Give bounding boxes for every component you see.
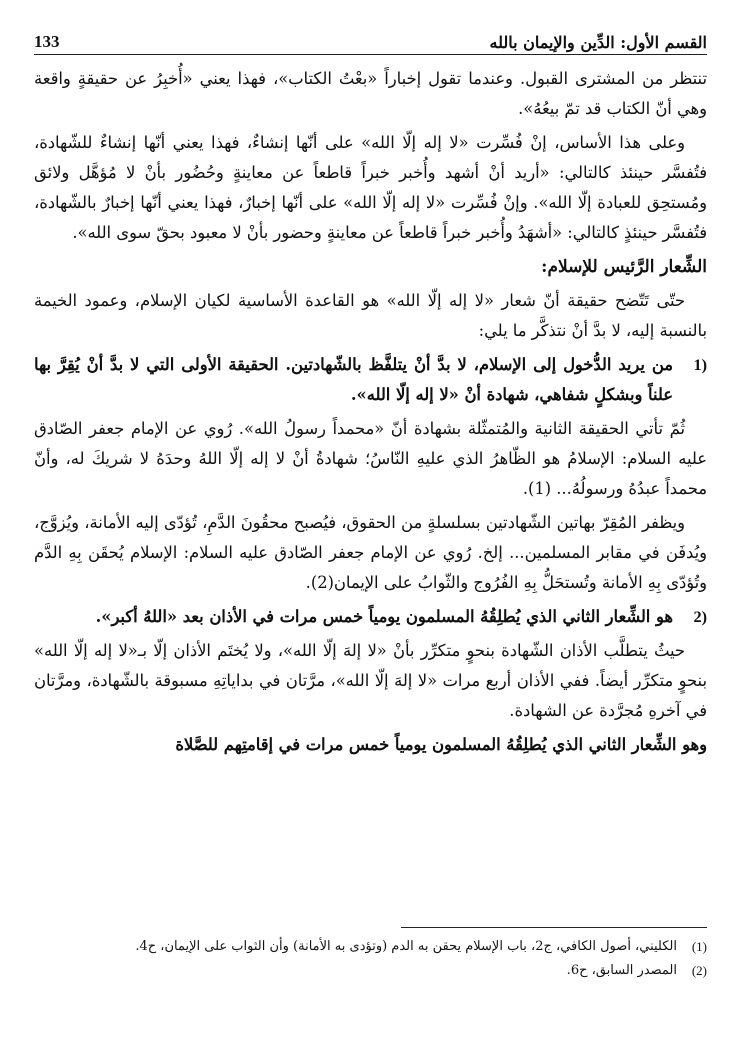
item-text: هو الشِّعار الثاني الذي يُطلِقُهُ المسلمون يومياً خمس مرات في الأذان بعد «اللهُ أكبر». — [95, 607, 673, 626]
numbered-item-1 — [34, 350, 707, 410]
numbered-item-2 — [34, 602, 707, 632]
paragraph: تنتظر من المشترى القبول. وعندما تقول إخباراً «بعْتُ الكتاب»، فهذا يعني «أُخبِرُ عن حقيقةٍ واقعة وهي أنّ الكتاب قد تمّ بيعُهُ». — [34, 69, 707, 118]
footnote-text: المصدر السابق، ح6. — [566, 963, 677, 978]
footnotes — [34, 935, 707, 983]
page-header — [34, 24, 707, 55]
item-number: (1 — [693, 355, 707, 374]
paragraph: وعلى هذا الأساس، إنْ فُسِّرت «لا إله إلّا الله» على أنّها إنشاءٌ، فهذا يعني أنّها إنشاءٌ للشّهادة، فتُفسَّر حينئذ كالتالي: «أريد أنْ أشهد وأُخبر خبراً قاطعاً عن معاينةٍ وحُضُور بأنْ لا مُؤهَّل ولائق ومُستحِق للعبادة إلّا الله». وإنْ فُسِّرت «لا إله إلّا الله» على أنّها إخبارٌ، فهذا يعني أنّها إخبارٌ بالشّهادة، فتُفسَّر حينئذٍ كالتالي: «أشهَدُ وأُخبر خبراً قاطعاً عن معاينةٍ وحضور بأنْ لا معبود بحقّ سوى الله». — [34, 133, 707, 242]
paragraph: حيثُ يتطلَّب الأذان الشّهادة بنحوٍ متكرِّر بأنْ «لا إلهَ إلّا الله»، ولا يُختَم الأذان إلّا بـ«لا إله إلّا الله» بنحوٍ متكرِّر أيضاً. ففي الأذان أربع مرات «لا إلهَ إلّا الله»، مرَّتان في بداياتِهِ مسبوقة بالشّهادة، ومرَّتان في آخرهِ مُجرَّدة عن الشهادة. — [34, 641, 707, 720]
footnote-number: (1) — [691, 939, 707, 954]
paragraph: حتّى تَتّضح حقيقة أنّ شعار «لا إله إلّا الله» هو القاعدة الأساسية لكيان الإسلام، وعمود الخيمة بالنسبة إليه، لا بدَّ أنْ نتذكَّر ما يلي: — [34, 291, 707, 340]
footnote-text: الكليني، أصول الكافي، ج2، باب الإسلام يحقن به الدم (وتؤدى به الأمانة) وأن الثواب على الإيمان، ح4. — [135, 939, 677, 954]
main-text — [34, 64, 707, 909]
item-text: من يريد الدُّخول إلى الإسلام، لا بدَّ أنْ يتلفَّظ بالشّهادتين. الحقيقة الأولى التي لا بدَّ أنْ يُقِرَّ بها علناً وبشكلٍ شفاهي، شهادة أنْ «لا إله إلّا الله». — [34, 355, 673, 404]
paragraph: وهو الشِّعار الثاني الذي يُطلِقُهُ المسلمون يومياً خمس مرات في إقامتِهم للصَّلاة — [175, 735, 707, 754]
footnote — [34, 959, 707, 983]
section-heading: الشِّعار الرَّئيس للإسلام: — [541, 257, 707, 277]
paragraph: ويظفر المُقِرّ بهاتين الشّهادتين بسلسلةٍ من الحقوق، فيُصبح محقُونَ الدَّمِ، تُؤدّى إليه الأمانة، ويُزوَّج، ويُدفَن في مقابر المسلمين... إلخ. رُوي عن الإمام جعفر الصّادق عليه السلام: الإسلام يُحقَن بِهِ الدَّم وتُؤدّى بِهِ الأمانة وتُستحَلُّ بِهِ الفُرُوج والثّوابُ على الإيمان(2). — [34, 513, 707, 592]
footnote — [34, 935, 707, 959]
item-number: (2 — [693, 607, 707, 626]
footnote-number: (2) — [691, 963, 707, 978]
page-number: 133 — [34, 32, 60, 51]
paragraph: ثُمّ تأتي الحقيقة الثانية والمُتمثّلة بشهادة أنّ «محمداً رسولُ الله». رُوي عن الإمام جعفر الصّادق عليه السلام: الإسلامُ هو الظّاهرُ الذي عليهِ النّاسُ؛ شهادةُ أنْ لا إله إلّا اللهُ وحدَهُ لا شريكَ له، وأنّ محمداً عبدُهُ ورسولُهُ... (1). — [34, 419, 707, 498]
running-title: القسم الأول: الدِّين والإيمان بالله — [489, 33, 707, 52]
footnote-divider — [401, 927, 707, 928]
